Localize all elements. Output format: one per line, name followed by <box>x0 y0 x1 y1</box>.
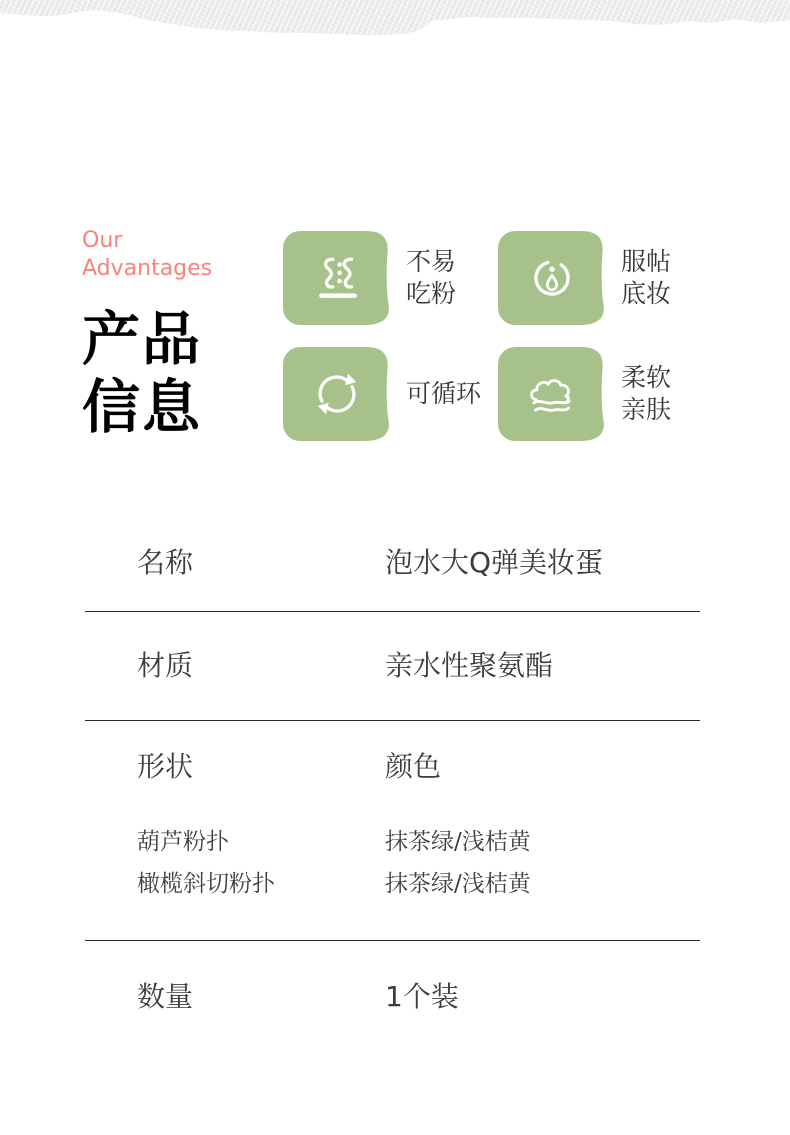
spec-subvalue: 抹茶绿/浅桔黄 <box>385 829 531 855</box>
page-title <box>82 305 272 441</box>
spec-subrow <box>137 821 700 863</box>
page-title-line: 信息 <box>82 373 203 441</box>
spec-row-quantity <box>85 941 700 1047</box>
steam-icon <box>283 231 390 325</box>
advantage-label: 服帖 底妆 <box>621 247 672 308</box>
eyebrow-text <box>82 227 272 283</box>
cloud-icon <box>498 347 605 441</box>
advantage-label: 不易 吃粉 <box>406 247 457 308</box>
recycle-icon <box>283 347 390 441</box>
spec-value: 泡水大Q弹美妆蛋 <box>385 546 604 579</box>
advantage-item <box>498 347 713 441</box>
advantage-item <box>498 231 713 325</box>
spec-subrow <box>137 863 700 905</box>
spec-row-material <box>85 612 700 721</box>
spec-sublabel: 葫芦粉扑 <box>137 829 229 855</box>
advantage-item <box>283 347 498 441</box>
advantage-label: 柔软 亲肤 <box>621 363 672 424</box>
spec-sublabel: 橄榄斜切粉扑 <box>137 871 275 897</box>
spec-subrows <box>137 821 700 905</box>
advantage-label: 可循环 <box>406 379 482 408</box>
spec-label: 名称 <box>137 546 194 579</box>
spec-row-name <box>85 517 700 612</box>
spec-value: 颜色 <box>385 750 442 783</box>
eyebrow-line: Our <box>82 228 123 253</box>
spec-value: 1个装 <box>385 980 459 1013</box>
spec-row-shape <box>85 721 700 941</box>
page-title-line: 产品 <box>82 305 203 373</box>
spec-table <box>85 517 700 1047</box>
droplet-info-icon <box>498 231 605 325</box>
spec-label: 数量 <box>137 980 194 1013</box>
spec-value: 亲水性聚氨酯 <box>385 649 554 682</box>
eyebrow-line: Advantages <box>82 256 213 281</box>
spec-label: 形状 <box>137 750 194 783</box>
advantage-item <box>283 231 498 325</box>
advantages-grid <box>283 231 715 441</box>
spec-subvalue: 抹茶绿/浅桔黄 <box>385 871 531 897</box>
intro-block <box>82 227 272 441</box>
spec-label: 材质 <box>137 649 194 682</box>
torn-paper-edge <box>0 0 790 48</box>
